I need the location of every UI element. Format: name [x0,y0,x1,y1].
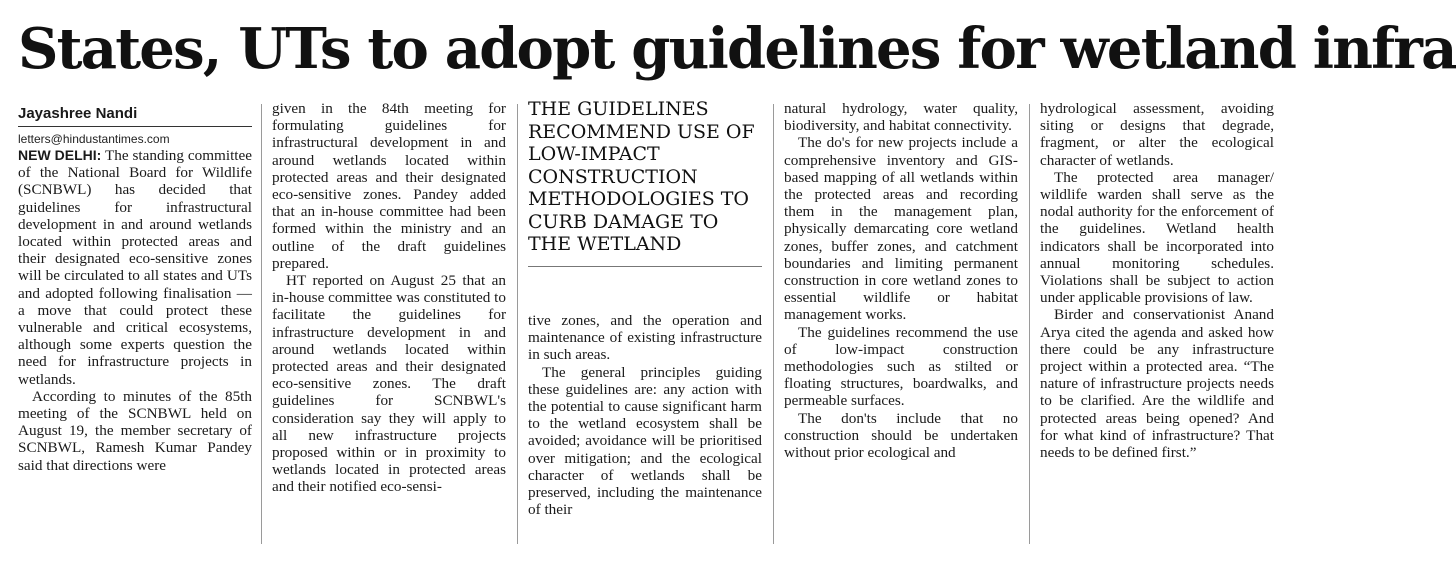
article-paragraph: Birder and conservationist Anand Arya cited the agenda and asked how there could be any infrastructure project within a protected area. “The nature of infrastructure projects needs to be clarified. Are the wildlife and protected areas being opened? And for what kind of infrastructure? That needs to be defined first.” [1040,306,1274,462]
article-paragraph: The don'ts include that no construction should be undertaken without prior ecological and [784,409,1018,462]
article-paragraph: The guidelines recommend the use of low-impact construction methodologies such as stilted or floating structures, boardwalks, and permeable surfaces. [784,323,1018,410]
column-divider [773,104,774,544]
byline-email: letters@hindustantimes.com [18,132,170,146]
byline-divider [18,126,252,127]
article-paragraph: given in the 84th meeting for formulating guidelines for infrastructural development in and around wetlands located within protected areas and their designated eco-sensitive zones. Pandey added that an in-house committee had been formed within the ministry and an outline of the draft guidelines prepared. [272,100,506,272]
article-paragraph: hydrological assessment, avoiding siting or designs that degrade, fragment, or alter the ecological character of wetlands. [1040,100,1274,169]
paragraph-text: The standing committee of the National Board for Wildlife (SCNBWL) has decided that guidelines for infrastructural development in and around wetlands located within protected areas and their designated eco-sensitive zones will be circulated to all states and UTs and adopted following finalisation — a move that could protect these vulnerable and critical ecosystems, although some experts question the need for infrastructure projects in wetlands. [18,147,253,388]
article-paragraph: The general principles guiding these guidelines are: any action with the potential to cause significant harm to the wetland ecosystem shall be avoided; avoidance will be prioritised over mitigation; and the ecological character of wetlands shall be preserved, including the maintenance of their [528,363,762,519]
article-paragraph: According to minutes of the 85th meeting of the SCNBWL held on August 19, the member secretary of SCNBWL, Ramesh Kumar Pandey said that directions were [18,387,252,474]
article-paragraph: HT reported on August 25 that an in-house committee was constituted to facilitate the guidelines for infrastructure development in and around wetlands located within protected areas and their designated eco-sensitive zones. The draft guidelines for SCNBWL's consideration say they will apply to all new infrastructure projects proposed within or in proximity to wetlands located in protected areas and their notified eco-sensi- [272,272,506,496]
article-column-3 [528,312,762,518]
article-paragraph: The protected area manager/ wildlife warden shall serve as the nodal authority for the enforcement of the guidelines. Wetland health indicators shall be incorporated into annual monitoring schedules. Violations shall be subject to action under applicable provisions of law. [1040,168,1274,307]
article-column-2 [272,100,506,496]
column-divider [517,104,518,544]
column-divider [1029,104,1030,544]
article-paragraph: tive zones, and the operation and maintenance of existing infrastructure in such areas. [528,312,762,364]
article-paragraph [18,147,252,388]
article-column-1 [18,104,252,474]
byline-name: Jayashree Nandi [18,105,138,122]
column-divider [261,104,262,544]
article-column-4 [784,100,1018,461]
article-paragraph: natural hydrology, water quality, biodiversity, and habitat connectivity. [784,100,1018,135]
article-column-5 [1040,100,1274,461]
headline: States, UTs to adopt guidelines for wetland infra [18,16,1456,82]
dateline: NEW DELHI: [18,147,102,163]
pull-quote: THE GUIDELINES RECOMMEND USE OF LOW-IMPACT CONSTRUCTION METHODOLOGIES TO CURB DAMAGE TO THE WETLAND [528,98,762,267]
article-paragraph: The do's for new projects include a comprehensive inventory and GIS-based mapping of all wetlands within the protected areas and recording them in the management plan, physically demarcating core wetland zones, buffer zones, and catchment boundaries and limiting permanent construction in core wetland zones to essential wildlife or habitat management works. [784,134,1018,324]
